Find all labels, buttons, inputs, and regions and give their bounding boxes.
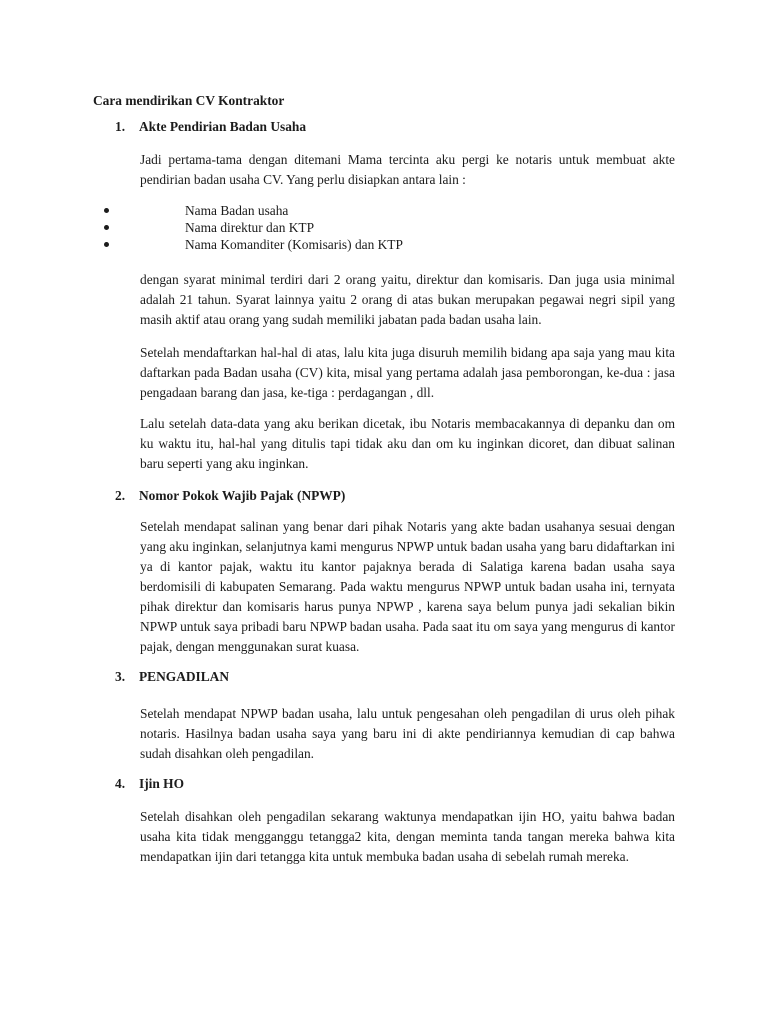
bullet-icon — [104, 242, 109, 247]
section-1-intro: Jadi pertama-tama dengan ditemani Mama tercinta aku pergi ke notaris untuk membuat akte pendirian badan usaha CV. Yang perlu disiapkan antara lain : — [140, 152, 675, 187]
section-title: Nomor Pokok Wajib Pajak (NPWP) — [139, 488, 346, 503]
section-4-paragraph: Setelah disahkan oleh pengadilan sekarang waktunya mendapatkan ijin HO, yaitu bahwa badan usaha kita tidak mengganggu tetangga2 kita, dengan meminta tanda tangan mereka bahwa kita mendapatkan ijin dari tetangga kita untuk membuka badan usaha di sebelah rumah mereka. — [140, 809, 675, 864]
requirements-list — [104, 202, 664, 253]
bullet-icon — [104, 208, 109, 213]
section-number: 1. — [115, 119, 126, 134]
section-number: 2. — [115, 488, 126, 503]
section-title: Akte Pendirian Badan Usaha — [139, 119, 307, 134]
section-heading-3 — [115, 669, 229, 685]
section-title: PENGADILAN — [139, 669, 230, 684]
section-2-paragraph: Setelah mendapat salinan yang benar dari pihak Notaris yang akte badan usahanya sesuai dengan yang aku inginkan, selanjutnya kami mengurus NPWP untuk badan usaha yang baru didaftarkan ini ya di kantor pajak, waktu itu kantor pajaknya berada di Salatiga karena badan usaha saya berdomisili di kabupaten Semarang. Pada waktu mengurus NPWP untuk badan usaha ini, ternyata pihak direktur dan komisaris harus punya NPWP , karena saya belum punya jadi sekalian bikin NPWP untuk saya pribadi baru NPWP badan usaha. Pada saat itu om saya yang mengurus di kantor pajak, dengan menggunakan surat kuasa. — [140, 519, 675, 654]
section-3-paragraph: Setelah mendapat NPWP badan usaha, lalu untuk pengesahan oleh pengadilan di urus oleh pihak notaris. Hasilnya badan usaha saya yang baru ini di akte pendiriannya kemudian di cap bahwa sudah disahkan oleh pengadilan. — [140, 706, 675, 761]
section-number: 4. — [115, 776, 126, 791]
section-heading-2 — [115, 488, 345, 504]
section-heading-4 — [115, 776, 184, 792]
section-1-paragraph: Setelah mendaftarkan hal-hal di atas, lalu kita juga disuruh memilih bidang apa saja yang mau kita daftarkan pada Badan usaha (CV) kita, misal yang pertama adalah jasa pemborongan, ke-dua : jasa pengadaan barang dan jasa, ke-tiga : perdagangan , dll. — [140, 345, 675, 400]
list-item: Nama Komanditer (Komisaris) dan KTP — [104, 236, 664, 253]
section-1-paragraph: dengan syarat minimal terdiri dari 2 orang yaitu, direktur dan komisaris. Dan juga usia minimal adalah 21 tahun. Syarat lainnya yaitu 2 orang di atas bukan merupakan pegawai negri sipil yang masih aktif atau orang yang sudah memiliki jabatan pada badan usaha lain. — [140, 272, 675, 327]
section-title: Ijin HO — [139, 776, 185, 791]
section-heading-1 — [115, 119, 306, 135]
section-number: 3. — [115, 669, 126, 684]
bullet-icon — [104, 225, 109, 230]
list-item: Nama Badan usaha — [104, 202, 664, 219]
document-title: Cara mendirikan CV Kontraktor — [93, 93, 285, 108]
list-item: Nama direktur dan KTP — [104, 219, 664, 236]
section-1-paragraph: Lalu setelah data-data yang aku berikan dicetak, ibu Notaris membacakannya di depanku dan om ku waktu itu, hal-hal yang ditulis tapi tidak aku dan om ku inginkan dicoret, dan dibuat salinan baru seperti yang aku inginkan. — [140, 416, 675, 471]
